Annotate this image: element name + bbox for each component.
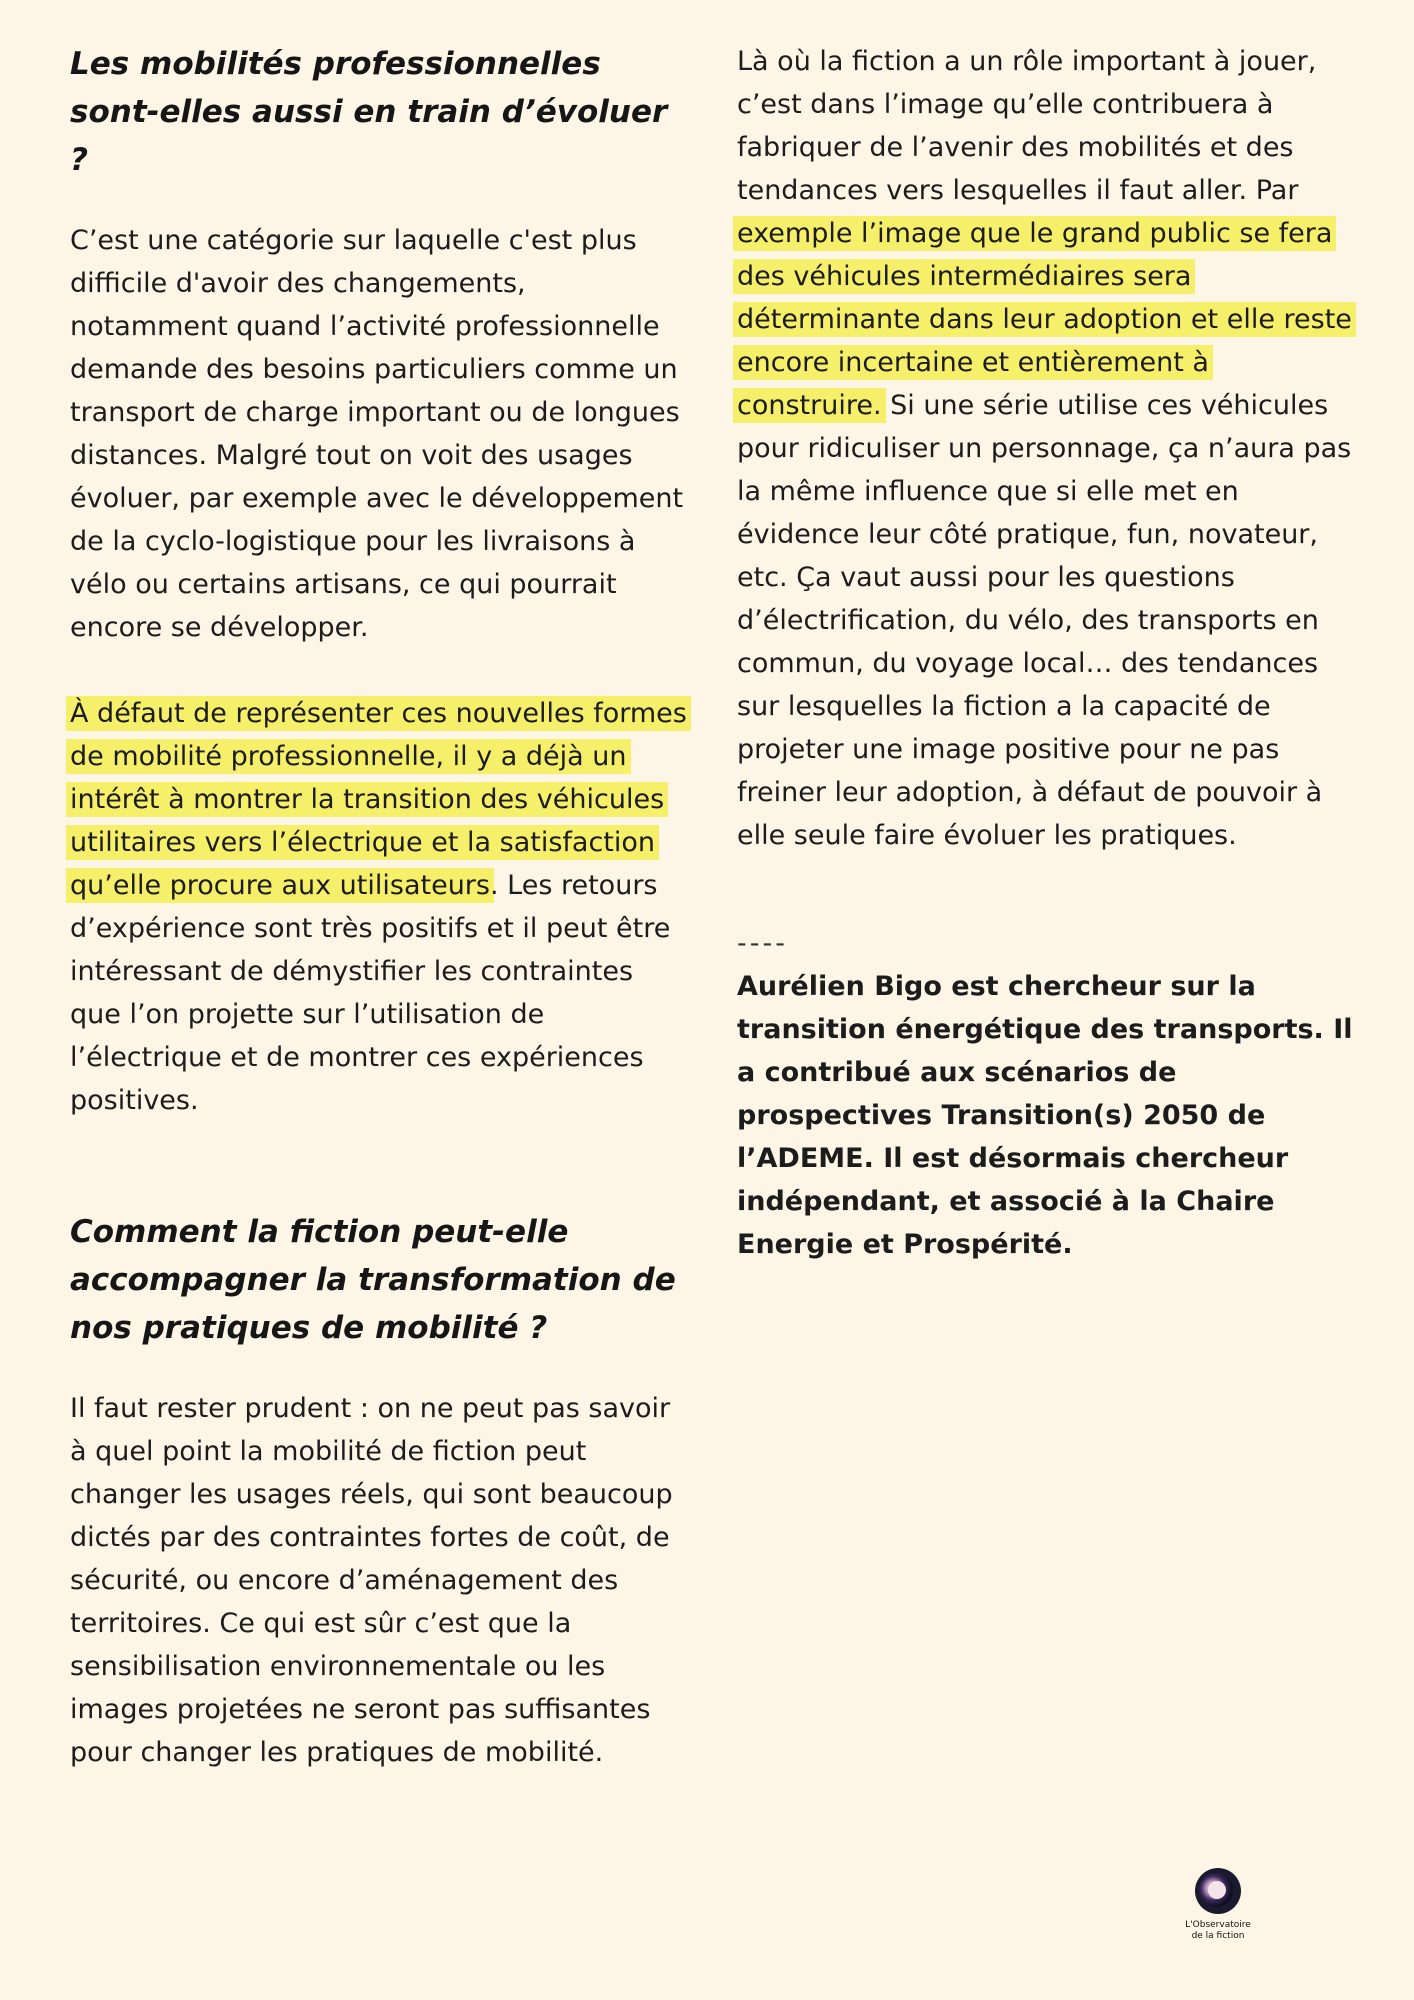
paragraph-electric-rest: . Les retours d’expérience sont très positifs et il peut être intéressant de démystifier les contraintes que l’on projette sur l’utilisation de l’électrique et de montrer ces expériences positives. <box>70 870 671 1116</box>
highlight-electric-utility: À défaut de représenter ces nouvelles formes de mobilité professionnelle, il y a déjà un intérêt à montrer la transition des véhicules utilitaires vers l’électrique et la satisfaction qu’elle procure aux utilisateurs <box>66 696 691 903</box>
separator: ---- <box>737 928 788 959</box>
paragraph-electric-transition <box>70 692 690 1122</box>
logo-text-line2: de la fiction <box>1191 1931 1245 1941</box>
section-heading-professional-mobility: Les mobilités professionnelles sont-elles aussi en train d’évoluer ? <box>70 46 668 178</box>
observatoire-logo <box>1178 1866 1258 1942</box>
paragraph-fiction-image <box>737 40 1357 857</box>
paragraph-fiction-start: Là où la fiction a un rôle important à jouer, c’est dans l’image qu’elle contribuera à fabriquer de l’avenir des mobilités et des tendances vers lesquelles il faut aller. Par <box>737 46 1317 206</box>
paragraph-professional-mobility: C’est une catégorie sur laquelle c'est plus difficile d'avoir des changements, notamment quand l’activité professionnelle demande des besoins particuliers comme un transport de charge important ou de longues distances. Malgré tout on voit des usages évoluer, par exemple avec le développement de la cyclo-logistique pour les livraisons à vélo ou certains artisans, ce qui pourrait encore se développer. <box>70 225 684 643</box>
paragraph-prudence: Il faut rester prudent : on ne peut pas savoir à quel point la mobilité de fiction peut changer les usages réels, qui sont beaucoup dictés par des contraintes fortes de coût, de sécurité, ou encore d’aménagement des territoires. Ce qui est sûr c’est que la sensibilisation environnementale ou les images projetées ne seront pas suffisantes pour changer les pratiques de mobilité. <box>70 1393 673 1768</box>
paragraph-fiction-rest: Si une série utilise ces véhicules pour ridiculiser un personnage, ça n’aura pas la même influence que si elle met en évidence leur côté pratique, fun, novateur, etc. Ça vaut aussi pour les questions d’électrification, du vélo, des transports en commun, du voyage local… des tendances sur lesquelles la fiction a la capacité de projeter une image positive pour ne pas freiner leur adoption, à défaut de pouvoir à elle seule faire évoluer les pratiques. <box>737 390 1352 851</box>
logo-ring-icon <box>1193 1866 1243 1916</box>
logo-text-line1: L'Observatoire <box>1185 1920 1251 1930</box>
highlight-intermediate-vehicles: exemple l’image que le grand public se fera des véhicules intermédiaires sera déterminante dans leur adoption et elle reste encore incertaine et entièrement à construire. <box>733 216 1356 423</box>
section-heading-fiction-role: Comment la fiction peut-elle accompagner la transformation de nos pratiques de mobilité ? <box>70 1214 676 1346</box>
right-column <box>737 40 1357 1266</box>
author-bio: Aurélien Bigo est chercheur sur la transition énergétique des transports. Il a contribué aux scénarios de prospectives Transition(s) 2050 de l’ADEME. Il est désormais chercheur indépendant, et associé à la Chaire Energie et Prospérité. <box>737 971 1353 1260</box>
left-column <box>70 40 690 1774</box>
